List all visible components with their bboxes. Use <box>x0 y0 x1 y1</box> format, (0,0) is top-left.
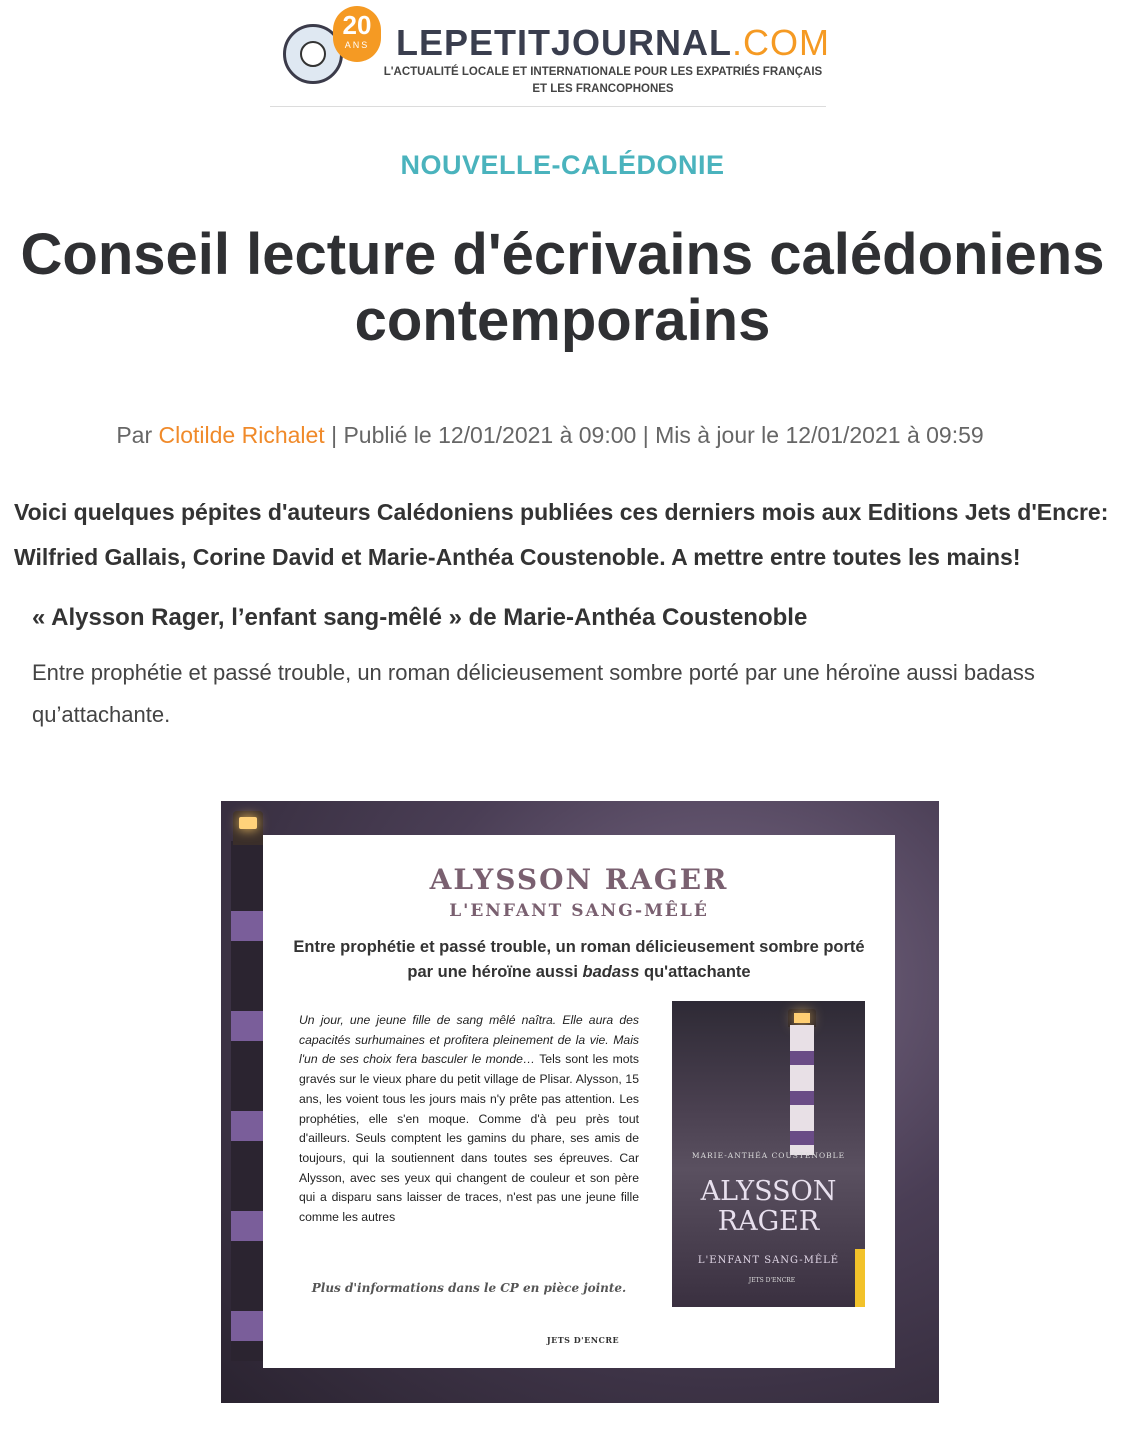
publisher-logo: JETS D'ENCRE <box>546 1335 620 1345</box>
article-lead: Voici quelques pépites d'auteurs Calédoniens publiées ces derniers mois aux Editions Jets d'Encre: Wilfried Gallais, Corine David et Marie-Anthéa Coustenoble. A mettre entre toutes les mains! <box>14 499 1109 570</box>
site-logo[interactable] <box>283 6 831 106</box>
section-body: Entre prophétie et passé trouble, un roman délicieusement sombre porté par une héroïne aussi badass qu’attachante. <box>32 660 1035 727</box>
cover-publisher: JETS D'ENCRE <box>748 1277 796 1284</box>
anniversary-badge <box>333 6 381 62</box>
cover-title-line2: RAGER <box>717 1206 820 1237</box>
book-blurb <box>299 1011 639 1228</box>
byline <box>0 422 1100 449</box>
tagline-part1: Entre prophétie et passé trouble, un roman délicieusement sombre porté par une héroïne aussi <box>293 938 865 981</box>
category-link[interactable]: NOUVELLE-CALÉDONIE <box>400 150 725 180</box>
cover-lighthouse-light <box>794 1013 810 1023</box>
cover-title-line1: ALYSSON <box>700 1176 837 1207</box>
article-image[interactable] <box>221 801 939 1403</box>
article-title: Conseil lecture d'écrivains calédoniens contemporains <box>20 222 1105 353</box>
tagline-emphasis: badass <box>582 963 640 981</box>
tagline-part2: qu'attachante <box>639 963 751 981</box>
book-cover <box>672 1001 865 1307</box>
badge-number: 20 <box>342 10 372 40</box>
cover-lighthouse <box>790 1025 814 1155</box>
badge-ans: ANS <box>344 40 370 50</box>
section-heading: « Alysson Rager, l’enfant sang-mêlé » de Marie-Anthéa Coustenoble <box>32 604 808 631</box>
logo-tld: .COM <box>732 22 831 63</box>
byline-prefix: Par <box>116 422 153 448</box>
cover-spine-band <box>855 1249 865 1307</box>
site-tagline: L'ACTUALITÉ LOCALE ET INTERNATIONALE POUR LES EXPATRIÉS FRANÇAIS ET LES FRANCOPHONES <box>383 66 823 95</box>
cover-author: MARIE-ANTHÉA COUSTENOBLE <box>691 1151 846 1160</box>
blurb-italic: Un jour, une jeune fille de sang mêlé naîtra. Elle aura des capacités surhumaines et profitera pleinement de la vie. Mais l'un de ses choix fera basculer le monde… <box>299 1013 639 1067</box>
blurb-rest: Tels sont les mots gravés sur le vieux phare du petit village de Plisar. Alysson, 15 ans, les voient tous les jours mais n'y prête pas attention. Les prophéties, elle s'en moque. Comme d'à peu près tout d'ailleurs. Seuls comptent les gamins du phare, ses amis de toujours, qui la soutiennent dans toutes ses épreuves. Car Alysson, avec ses yeux qui changent de couleur et son père qui a disparu sans laisser de traces, n'est pas une jeune fille comme les autres <box>299 1052 639 1225</box>
author-link[interactable]: Clotilde Richalet <box>158 422 325 448</box>
lighthouse-light <box>239 817 257 829</box>
cover-title <box>672 1177 865 1237</box>
lighthouse-graphic <box>231 841 265 1361</box>
book-tagline <box>283 935 875 985</box>
logo-name: LEPETITJOURNAL <box>396 22 733 63</box>
logo-wordmark <box>396 22 830 64</box>
press-card <box>263 835 895 1368</box>
more-info-note: Plus d'informations dans le CP en pièce jointe. <box>311 1281 627 1295</box>
cover-subtitle: L'ENFANT SANG-MÊLÉ <box>697 1255 840 1266</box>
book-subtitle: L'ENFANT SANG-MÊLÉ <box>449 901 709 921</box>
book-title: ALYSSON RAGER <box>429 863 729 896</box>
header-divider <box>270 106 826 107</box>
byline-dates: | Publié le 12/01/2021 à 09:00 | Mis à jour le 12/01/2021 à 09:59 <box>331 422 984 448</box>
